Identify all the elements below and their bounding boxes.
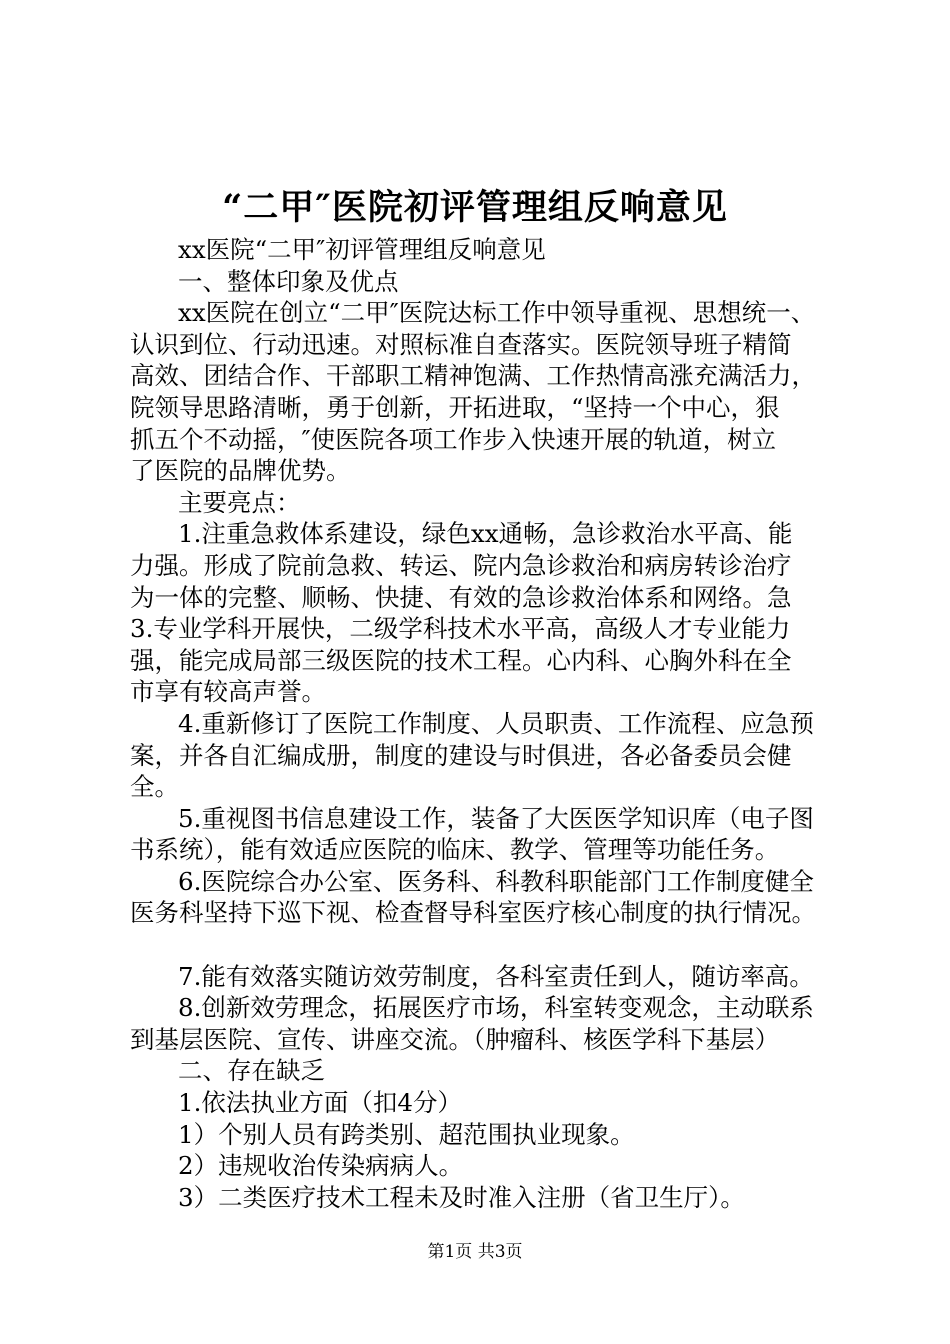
paragraph-line: 院领导思路清晰，勇于创新，开拓进取，“坚持一个中心，狠 [130,392,780,422]
paragraph-line: 强，能完成局部三级医院的技术工程。心内科、心胸外科在全 [130,645,792,675]
paragraph-line: 8.创新效劳理念，拓展医疗市场，科室转变观念，主动联系 [178,993,814,1023]
page-footer: 第1页 共3页 [427,1242,523,1262]
paragraph-line: 市享有较高声誉。 [130,677,326,707]
paragraph-line: 高效、团结合作、干部职工精神饱满、工作热情高涨充满活力， [130,361,816,391]
subsection-heading: 主要亮点： [178,487,301,517]
paragraph-line: 为一体的完整、顺畅、快捷、有效的急诊救治体系和网络。急 [130,582,792,612]
paragraph-line: 了医院的品牌优势。 [130,456,351,486]
paragraph-line: 力强。形成了院前急救、转运、院内急诊救治和病房转诊治疗 [130,550,792,580]
list-item: 2）违规收治传染病病人。 [178,1151,464,1181]
document-body [130,234,850,1213]
paragraph-line: 医务科坚持下巡下视、检查督导科室医疗核心制度的执行情况。 [130,898,816,928]
paragraph-line: 抓五个不动摇，″使医院各项工作步入快速开展的轨道，树立 [130,424,777,454]
subtitle-line: xx医院“二甲″初评管理组反响意见 [178,235,546,264]
paragraph-line: xx医院在创立“二甲″医院达标工作中领导重视、思想统一、 [178,298,816,328]
paragraph-line: 全。 [130,772,179,802]
document-title: “二甲″医院初评管理组反响意见 [222,187,728,228]
paragraph-line: 案，并各自汇编成册，制度的建设与时俱进，各必备委员会健 [130,740,792,770]
paragraph-line: 3.专业学科开展快，二级学科技术水平高，高级人才专业能力 [130,614,791,644]
paragraph-line: 5.重视图书信息建设工作，装备了大医医学知识库（电子图 [178,803,814,833]
paragraph-line: 书系统），能有效适应医院的临床、教学、管理等功能任务。 [130,835,780,865]
paragraph-line: 7.能有效落实随访效劳制度，各科室责任到人，随访率高。 [178,961,814,991]
paragraph-line: 到基层医院、宣传、讲座交流。（肿瘤科、核医学科下基层） [130,1024,780,1054]
section-heading: 一、整体印象及优点 [178,266,399,296]
paragraph-line: 4.重新修订了医院工作制度、人员职责、工作流程、应急预 [178,708,814,738]
list-item: 3）二类医疗技术工程未及时准入注册（省卫生厅）。 [178,1182,745,1212]
blank-line [130,929,850,961]
paragraph-line: 认识到位、行动迅速。对照标准自查落实。医院领导班子精简 [130,329,792,359]
list-item: 1）个别人员有跨类别、超范围执业现象。 [178,1119,635,1149]
list-item: 1.依法执业方面（扣4分） [178,1088,462,1118]
paragraph-line: 6.医院综合办公室、医务科、科教科职能部门工作制度健全 [178,866,814,896]
section-heading: 二、存在缺乏 [178,1056,325,1086]
paragraph-line: 1.注重急救体系建设，绿色xx通畅，急诊救治水平高、能 [178,519,793,549]
